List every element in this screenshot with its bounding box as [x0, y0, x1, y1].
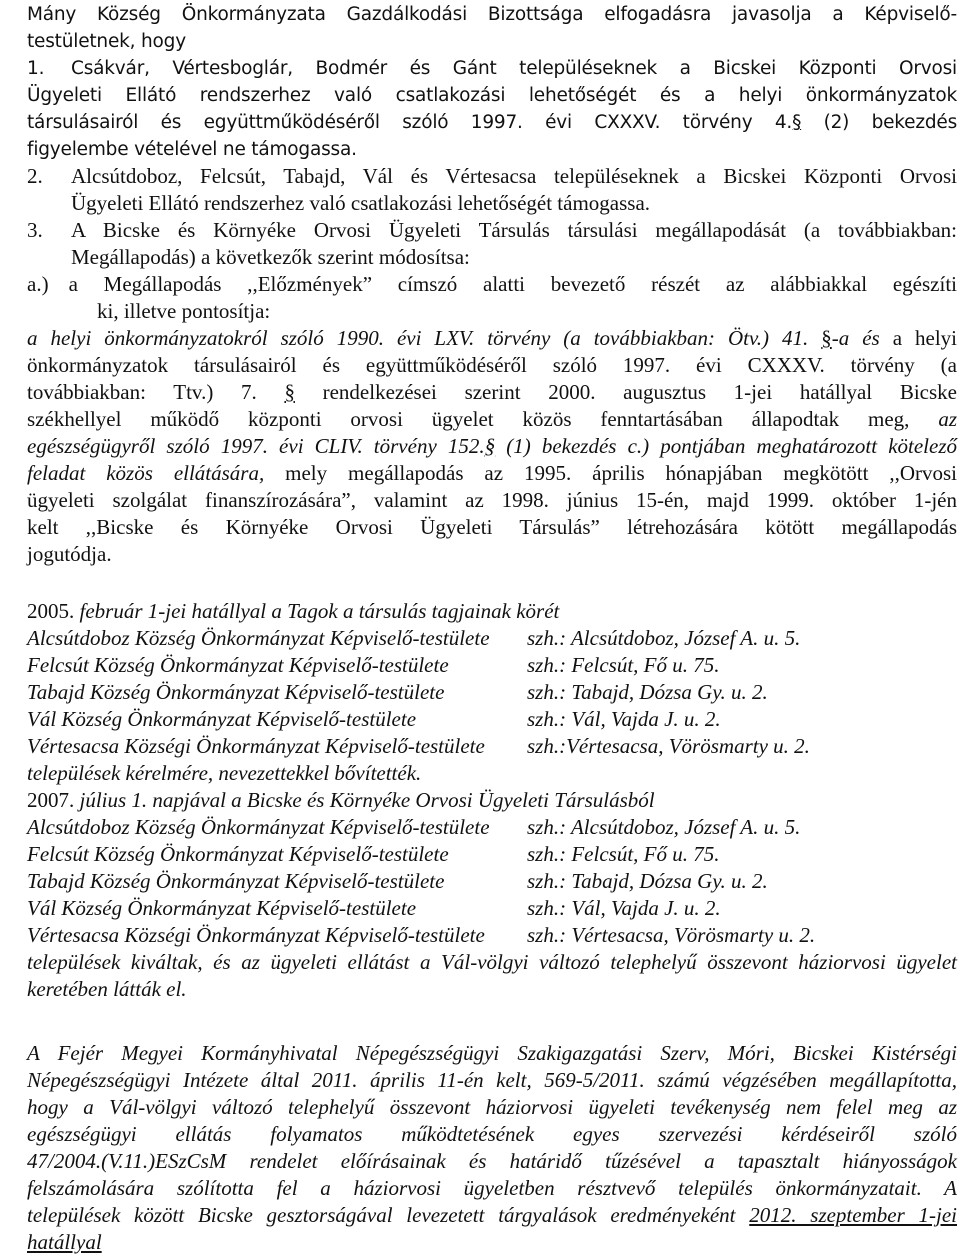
member-address: szh.: Felcsút, Fő u. 75.	[527, 653, 720, 677]
item-3-line-1: 3. A Bicske és Környéke Orvosi Ügyeleti Társulás társulási megállapodását (a továbbiakban:	[27, 218, 957, 242]
history-2005-heading: 2005. február 1-jei hatállyal a Tagok a társulás tagjainak körét	[27, 599, 560, 623]
member-address: szh.: Felcsút, Fő u. 75.	[527, 842, 720, 866]
member-address: szh.:Vértesacsa, Vörösmarty u. 2.	[527, 734, 810, 758]
member-name: Vál Község Önkormányzat Képviselő-testülete	[27, 707, 417, 731]
member-address: szh.: Alcsútdoboz, József A. u. 5.	[527, 815, 801, 839]
item-a-number: a.)	[27, 272, 49, 296]
item-1-number: 1.	[27, 58, 45, 79]
para-1-line-5: egészségügyről szóló 1997. évi CLIV. törvény 152.§ (1) bekezdés c.) pontjában meghatározott kötelező	[27, 434, 957, 458]
history-2005-end: települések kérelmére, nevezettekkel bővítették.	[27, 761, 422, 785]
member-name: Felcsút Község Önkormányzat Képviselő-testülete	[27, 842, 449, 866]
member-row	[27, 733, 957, 760]
para-2-line-8: hatállyal	[27, 1230, 102, 1254]
para-2-line-5: 47/2004.(V.11.)ESzCsM rendelet előírásainak és határidő tűzésével a tapasztalt hiányosságok	[27, 1149, 957, 1173]
member-name: Tabajd Község Önkormányzat Képviselő-testülete	[27, 869, 445, 893]
member-name: Vértesacsa Községi Önkormányzat Képviselő-testülete	[27, 923, 485, 947]
para-1-line-4: székhellyel működő központi orvosi ügyelet közös fenntartásában állapodtak meg, az	[27, 407, 957, 431]
para-1-line-2: önkormányzatok társulásairól és együttműködéséről szóló 1997. évi CXXXV. törvény (a	[27, 353, 957, 377]
member-row	[27, 868, 957, 895]
item-a-line-2: ki, illetve pontosítja:	[97, 299, 271, 323]
para-1-line-6: feladat közös ellátására, mely megállapodás az 1995. április hónapjában megkötött ,,Orvosi	[27, 461, 957, 485]
member-row	[27, 895, 957, 922]
para-2-line-7: települések között Bicske gesztorságával levezetett tárgyalások eredményeként 2012. szeptember 1-jei	[27, 1203, 957, 1227]
section-sign: §	[792, 112, 802, 133]
item-2-line-2: Ügyeleti Ellátó rendszerhez való csatlakozási lehetőségét támogassa.	[71, 191, 651, 215]
para-1-line-7: ügyeleti szolgálat finanszírozására”, valamint az 1998. június 15-én, majd 1999. október 1-jén	[27, 488, 957, 512]
member-row	[27, 841, 957, 868]
member-row	[27, 814, 957, 841]
member-address: szh.: Tabajd, Dózsa Gy. u. 2.	[527, 869, 768, 893]
item-2-number: 2.	[27, 164, 43, 188]
para-1-line-3: továbbiakban: Ttv.) 7. § rendelkezései szerint 2000. augusztus 1-jei hatállyal Bicske	[27, 380, 957, 404]
item-3-line-2: Megállapodás) a következők szerint módosítsa:	[71, 245, 470, 269]
item-1-line-2: Ügyeleti Ellátó rendszerhez való csatlakozási lehetőségét és a helyi önkormányzatok	[27, 85, 957, 106]
history-2007-end-1: települések kiváltak, és az ügyeleti ellátást a Vál-völgyi változó telephelyű összevont háziorvosi ügyelet	[27, 950, 957, 974]
item-3-number: 3.	[27, 218, 43, 242]
member-name: Vértesacsa Községi Önkormányzat Képviselő-testülete	[27, 734, 485, 758]
history-2007-heading: 2007. július 1. napjával a Bicske és Környéke Orvosi Ügyeleti Társulásból	[27, 788, 655, 812]
para-2-line-2: Népegészségügyi Intézete által 2011. április 11-én kelt, 569-5/2011. számú végzésében megállapította,	[27, 1068, 957, 1092]
member-address: szh.: Vál, Vajda J. u. 2.	[527, 707, 721, 731]
item-1-line-4: figyelembe vételével ne támogassa.	[27, 139, 357, 160]
para-2-line-1: A Fejér Megyei Kormányhivatal Népegészségügyi Szakigazgatási Szerv, Móri, Bicskei Kistérségi	[27, 1041, 957, 1065]
member-row	[27, 706, 957, 733]
intro-line-1: Mány Község Önkormányzata Gazdálkodási Bizottsága elfogadásra javasolja a Képviselő-	[27, 4, 957, 25]
item-1-line-3: társulásairól és együttműködéséről szóló 1997. évi CXXXV. törvény 4.§ (2) bekezdés	[27, 112, 958, 133]
para-1-line-8: kelt ,,Bicske és Környéke Orvosi Ügyeleti Társulás” létrehozására kötött megállapodás	[27, 515, 957, 539]
member-name: Felcsút Község Önkormányzat Képviselő-testülete	[27, 653, 449, 677]
member-name: Tabajd Község Önkormányzat Képviselő-testülete	[27, 680, 445, 704]
member-row	[27, 625, 957, 652]
item-2-line-1: 2. Alcsútdoboz, Felcsút, Tabajd, Vál és Vértesacsa településeknek a Bicskei Központi Orvosi	[27, 164, 957, 188]
member-name: Alcsútdoboz Község Önkormányzat Képviselő-testülete	[27, 815, 490, 839]
member-address: szh.: Tabajd, Dózsa Gy. u. 2.	[527, 680, 768, 704]
member-address: szh.: Alcsútdoboz, József A. u. 5.	[527, 626, 801, 650]
member-name: Vál Község Önkormányzat Képviselő-testülete	[27, 896, 417, 920]
member-name: Alcsútdoboz Község Önkormányzat Képviselő-testülete	[27, 626, 490, 650]
para-1-line-1: a helyi önkormányzatokról szóló 1990. évi LXV. törvény (a továbbiakban: Ötv.) 41. §-a és a helyi	[27, 326, 957, 350]
intro-line-2: testületnek, hogy	[27, 31, 186, 52]
para-2-line-6: felszámolására szólította fel a háziorvosi ügyeletben résztvevő település önkormányzatait. A	[27, 1176, 957, 1200]
history-2007-end-2: keretében látták el.	[27, 977, 187, 1001]
member-address: szh.: Vértesacsa, Vörösmarty u. 2.	[527, 923, 816, 947]
member-row	[27, 652, 957, 679]
para-2-line-4: egészségügyi ellátás folyamatos működtetésének egyes szervezési kérdéseiről szóló	[27, 1122, 957, 1146]
para-2-line-3: hogy a Vál-völgyi változó telephelyű összevont háziorvosi ügyeleti tevékenység nem felel meg az	[27, 1095, 957, 1119]
item-a-line-1: a.) a Megállapodás ,,Előzmények” címszó alatti bevezető részét az alábbiakkal egészíti	[27, 272, 957, 296]
member-row	[27, 679, 957, 706]
item-1-line-1: 1. Csákvár, Vértesboglár, Bodmér és Gánt településeknek a Bicskei Központi Orvosi	[71, 55, 957, 82]
para-1-line-9: jogutódja.	[27, 542, 112, 566]
member-row	[27, 922, 957, 949]
member-address: szh.: Vál, Vajda J. u. 2.	[527, 896, 721, 920]
